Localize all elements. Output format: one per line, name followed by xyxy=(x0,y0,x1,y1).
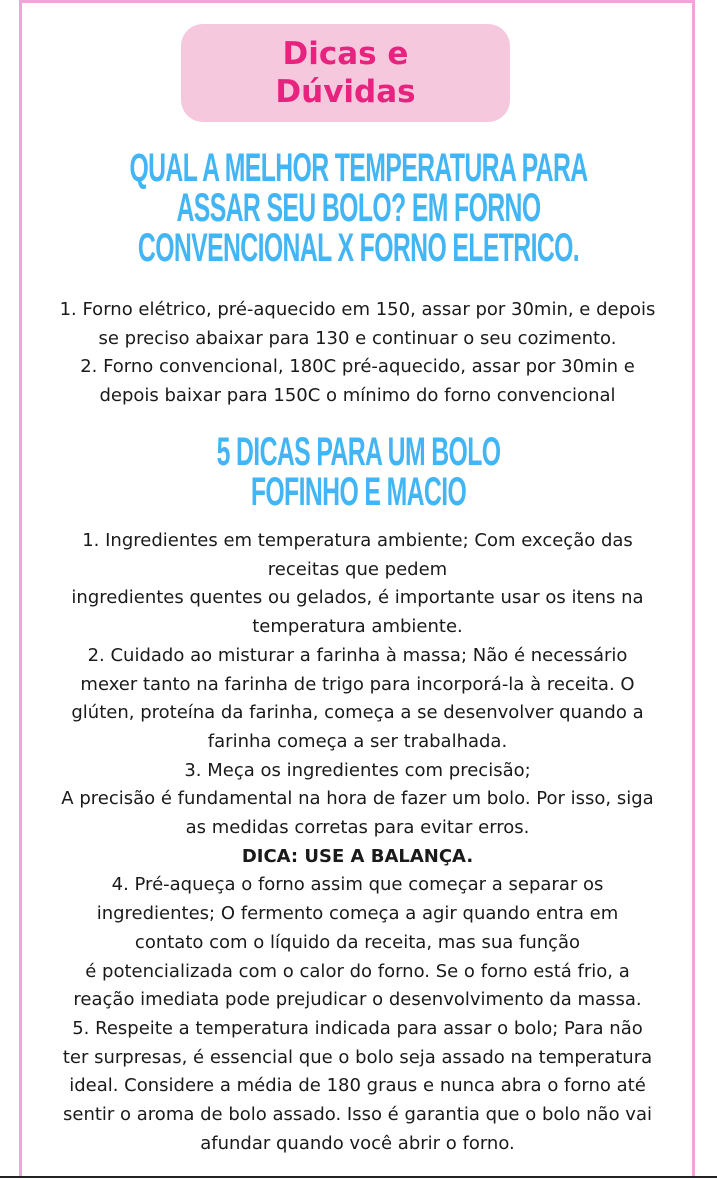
text-line: A precisão é fundamental na hora de fazer um bolo. Por isso, siga xyxy=(61,788,654,810)
text-line: ideal. Considere a média de 180 graus e nunca abra o forno até xyxy=(69,1075,646,1097)
text-line: 2. Cuidado ao misturar a farinha à massa; Não é necessário xyxy=(87,644,628,666)
heading-line: FOFINHO E MACIO xyxy=(250,470,467,514)
text-line: afundar quando você abrir o forno. xyxy=(200,1132,515,1154)
text-line: temperatura ambiente. xyxy=(252,616,463,638)
cake-tips xyxy=(28,527,687,1158)
text-line: ter surpresas, é essencial que o bolo seja assado na temperatura xyxy=(62,1046,653,1068)
text-line: glúten, proteína da farinha, começa a se desenvolver quando a xyxy=(71,702,644,724)
text-line: mexer tanto na farinha de trigo para incorporá-la à receita. O xyxy=(80,673,635,695)
text-line: 4. Pré-aqueça o forno assim que começar a separar os xyxy=(111,874,604,896)
bottom-divider xyxy=(0,1176,717,1178)
text-line: 2. Forno convencional, 180C pré-aquecido, assar por 30min e xyxy=(80,356,635,378)
text-line: ingredientes; O fermento começa a agir quando entra em xyxy=(96,903,619,925)
text-line: contato com o líquido da receita, mas sua função xyxy=(134,931,581,953)
text-line: se preciso abaixar para 130 e continuar o seu cozimento. xyxy=(98,327,617,349)
text-line: 5. Respeite a temperatura indicada para assar o bolo; Para não xyxy=(72,1017,643,1039)
text-line: depois baixar para 150C o mínimo do forno convencional xyxy=(99,385,616,407)
heading-line: ASSAR SEU BOLO? EM FORNO xyxy=(176,186,541,230)
heading-line: CONVENCIONAL X FORNO ELETRICO. xyxy=(137,226,580,270)
section-heading-tips xyxy=(74,432,643,512)
text-line: 1. Forno elétrico, pré-aquecido em 150, assar por 30min, e depois xyxy=(59,299,656,320)
text-line: receitas que pedem xyxy=(267,558,448,580)
text-line: as medidas corretas para evitar erros. xyxy=(185,817,530,839)
temperature-tips xyxy=(28,296,687,411)
heading-line: 5 DICAS PARA UM BOLO xyxy=(216,430,501,474)
section-heading-temperature xyxy=(74,148,643,268)
text-line: é potencializada com o calor do forno. Se o forno está frio, a xyxy=(85,960,630,982)
text-line: 1. Ingredientes em temperatura ambiente; Com exceção das xyxy=(82,530,633,551)
text-line: 3. Meça os ingredientes com precisão; xyxy=(184,759,531,781)
page-title: Dicas e Dúvidas xyxy=(275,36,416,110)
tip-highlight: DICA: USE A BALANÇA. xyxy=(241,845,474,867)
text-line: sentir o aroma de bolo assado. Isso é garantia que o bolo não vai xyxy=(63,1104,652,1126)
text-line: farinha começa a ser trabalhada. xyxy=(207,730,508,752)
heading-line: QUAL A MELHOR TEMPERATURA PARA xyxy=(129,146,588,190)
title-badge xyxy=(181,24,510,122)
text-line: ingredientes quentes ou gelados, é importante usar os itens na xyxy=(71,587,644,609)
text-line: reação imediata pode prejudicar o desenvolvimento da massa. xyxy=(73,989,642,1011)
